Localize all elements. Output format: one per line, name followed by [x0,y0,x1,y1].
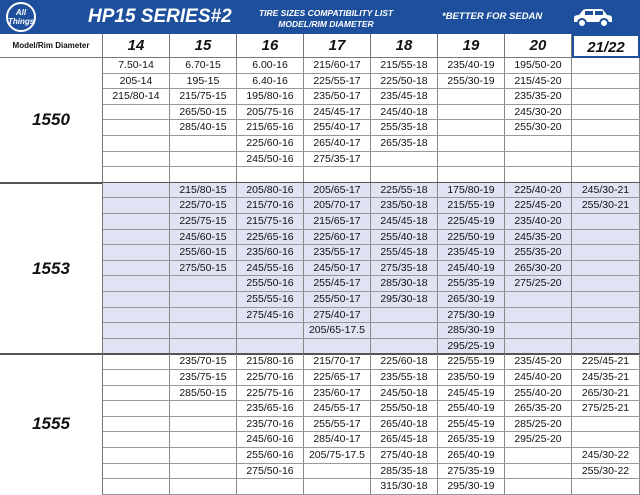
tire-size-cell [371,323,438,339]
tire-size-cell [237,479,304,495]
tire-size-cell [572,417,640,433]
tire-size-cell: 295/25-20 [505,432,572,448]
car-icon [570,6,616,30]
column-header-rim: 20 [505,34,572,58]
tire-size-cell [103,339,170,355]
tire-size-cell: 6.00-16 [237,58,304,74]
tire-size-cell: 225/50-18 [371,74,438,90]
tire-size-cell: 245/35-21 [572,370,640,386]
tire-size-cell: 225/45-21 [572,354,640,370]
tire-size-cell: 225/70-15 [170,198,237,214]
tire-size-cell [103,105,170,121]
tire-size-cell: 265/35-19 [438,432,505,448]
tire-size-cell: 245/30-21 [572,183,640,199]
tire-size-cell: 225/70-16 [237,370,304,386]
tire-size-cell: 255/35-20 [505,245,572,261]
model-group [0,183,640,355]
tire-size-cell: 265/40-19 [438,448,505,464]
tire-size-cell: 225/75-15 [170,214,237,230]
tire-size-cell [505,292,572,308]
column-header-model: Model/Rim Diameter [0,34,103,58]
tire-size-cell: 285/30-18 [371,276,438,292]
tire-size-cell [371,167,438,183]
tire-size-cell [103,292,170,308]
tire-size-cell: 225/40-20 [505,183,572,199]
tire-size-cell: 255/60-15 [170,245,237,261]
tire-size-cell: 275/35-18 [371,261,438,277]
tire-size-cell [103,323,170,339]
tire-size-cell: 255/35-19 [438,276,505,292]
tire-size-cell [103,386,170,402]
tire-size-cell [572,339,640,355]
tire-size-cell: 255/50-16 [237,276,304,292]
tire-size-cell [103,370,170,386]
tire-size-cell [170,292,237,308]
tire-size-cell: 275/25-21 [572,401,640,417]
tire-size-cell: 255/30-19 [438,74,505,90]
tire-size-cell: 265/50-15 [170,105,237,121]
tire-size-cell [572,120,640,136]
tire-size-cell [371,339,438,355]
tire-size-cell [103,354,170,370]
tire-size-cell [572,308,640,324]
tire-size-cell [505,323,572,339]
column-header-rim: 19 [438,34,505,58]
tire-size-cell: 225/45-19 [438,214,505,230]
tire-size-cell [304,464,371,480]
tire-size-cell [505,339,572,355]
tire-size-cell [170,276,237,292]
tire-size-cell [103,276,170,292]
tire-size-cell: 225/55-19 [438,354,505,370]
tire-size-cell: 265/30-21 [572,386,640,402]
tire-size-cell [572,136,640,152]
tire-size-cell [572,105,640,121]
tire-size-cell: 275/35-19 [438,464,505,480]
tire-size-cell: 225/45-20 [505,198,572,214]
tire-size-cell: 205/80-16 [237,183,304,199]
tire-size-cell: 265/40-18 [371,417,438,433]
tire-size-cell: 195/80-16 [237,89,304,105]
tire-size-cell [170,448,237,464]
tire-size-cell [371,308,438,324]
tire-size-cell: 255/45-19 [438,417,505,433]
tire-size-cell: 295/30-18 [371,292,438,308]
tire-size-cell: 225/75-16 [237,386,304,402]
tire-size-cell [103,214,170,230]
tire-size-cell: 315/30-18 [371,479,438,495]
tire-size-cell: 235/45-18 [371,89,438,105]
tire-size-cell: 7.50-14 [103,58,170,74]
column-header-rim: 16 [237,34,304,58]
tire-size-cell [438,120,505,136]
tire-size-cell [304,167,371,183]
tire-size-cell [572,245,640,261]
model-group [0,58,640,183]
tire-size-cell [572,230,640,246]
tire-size-cell: 255/40-18 [371,230,438,246]
tire-size-cell: 255/45-18 [371,245,438,261]
tire-size-cell [438,89,505,105]
tire-size-cell [505,479,572,495]
tire-size-cell: 275/50-15 [170,261,237,277]
tire-size-cell [505,448,572,464]
tire-size-cell [572,432,640,448]
tire-size-cell: 255/50-17 [304,292,371,308]
tire-size-cell: 215/80-15 [170,183,237,199]
tire-size-cell: 275/50-16 [237,464,304,480]
tire-size-cell [103,448,170,464]
tire-size-cell: 255/30-20 [505,120,572,136]
tire-size-cell: 255/30-22 [572,464,640,480]
tire-size-cell: 6.40-16 [237,74,304,90]
tire-size-cell [505,464,572,480]
tire-size-cell [572,261,640,277]
tire-size-cell: 255/40-19 [438,401,505,417]
tire-size-cell: 235/65-16 [237,401,304,417]
tire-size-cell [572,292,640,308]
tire-size-cell [438,136,505,152]
tire-size-cell: 245/55-16 [237,261,304,277]
tire-size-cell [304,339,371,355]
tire-size-cell: 195-15 [170,74,237,90]
tire-size-cell: 255/40-17 [304,120,371,136]
tire-size-cell [103,479,170,495]
tire-size-cell [572,323,640,339]
tire-size-cell [572,89,640,105]
tire-size-cell [103,152,170,168]
header-bar [0,0,640,34]
tire-size-cell [103,245,170,261]
tire-size-cell: 255/40-20 [505,386,572,402]
tire-size-cell: 245/55-17 [304,401,371,417]
tire-size-cell [572,58,640,74]
series-title: HP15 SERIES#2 [88,6,232,27]
tire-size-cell: 215/55-19 [438,198,505,214]
model-group [0,354,640,494]
tire-size-cell [103,401,170,417]
tire-size-cell [572,74,640,90]
tire-size-cell: 265/30-19 [438,292,505,308]
tire-size-cell [170,308,237,324]
tire-size-cell [505,167,572,183]
tire-size-cell: 245/45-18 [371,214,438,230]
tire-size-cell [237,323,304,339]
tire-size-cell: 245/40-20 [505,370,572,386]
tire-size-cell: 275/25-20 [505,276,572,292]
model-label: 1550 [0,58,103,183]
tire-size-cell [103,167,170,183]
tire-size-cell: 215/70-17 [304,354,371,370]
tire-size-cell: 225/60-17 [304,230,371,246]
tire-size-cell: 285/40-15 [170,120,237,136]
tire-size-cell [505,136,572,152]
tire-size-cell: 215/55-18 [371,58,438,74]
tire-size-cell [572,152,640,168]
tire-size-cell: 175/80-19 [438,183,505,199]
brand-logo: All Things [6,2,36,32]
tire-size-cell: 215/60-17 [304,58,371,74]
tire-size-cell [170,432,237,448]
tire-size-cell: 215/80-16 [237,354,304,370]
tire-size-cell: 205/75-17.5 [304,448,371,464]
tire-size-cell [505,308,572,324]
tire-size-cell: 285/30-19 [438,323,505,339]
tire-size-cell: 215/75-16 [237,214,304,230]
tire-size-cell: 285/50-15 [170,386,237,402]
tire-size-cell: 245/30-22 [572,448,640,464]
column-header-rim: 17 [304,34,371,58]
tire-size-cell: 235/60-17 [304,386,371,402]
tire-size-cell: 245/45-17 [304,105,371,121]
tire-size-cell: 225/55-17 [304,74,371,90]
tire-size-cell [304,479,371,495]
tire-size-cell: 255/35-18 [371,120,438,136]
tire-size-cell: 235/75-15 [170,370,237,386]
tire-size-cell: 225/65-16 [237,230,304,246]
tire-size-cell: 225/60-18 [371,354,438,370]
tire-size-cell: 245/50-18 [371,386,438,402]
tire-size-cell: 235/50-18 [371,198,438,214]
tire-size-cell: 215/75-15 [170,89,237,105]
tire-size-cell: 245/35-20 [505,230,572,246]
tire-size-cell [103,183,170,199]
tire-size-cell [371,152,438,168]
tire-size-cell: 205/65-17 [304,183,371,199]
tire-size-cell: 215/70-16 [237,198,304,214]
tire-size-cell: 225/65-17 [304,370,371,386]
tire-size-cell: 245/40-18 [371,105,438,121]
tire-size-cell: 205/70-17 [304,198,371,214]
tire-size-cell [103,261,170,277]
tire-size-cell: 255/50-18 [371,401,438,417]
tire-size-cell: 235/40-19 [438,58,505,74]
tire-size-cell: 215/45-20 [505,74,572,90]
model-label: 1555 [0,354,103,494]
list-subtitle: MODEL/RIM DIAMETER [278,19,374,29]
tire-size-cell [170,323,237,339]
tire-size-cell [572,167,640,183]
tire-size-cell [170,479,237,495]
tire-size-cell [438,167,505,183]
tire-size-cell [103,417,170,433]
column-header-rim: 21/22 [572,34,640,58]
tire-size-cell: 205/65-17.5 [304,323,371,339]
tire-size-cell: 245/30-20 [505,105,572,121]
tire-size-cell [170,136,237,152]
column-header-rim: 18 [371,34,438,58]
tire-size-cell: 255/55-16 [237,292,304,308]
tire-size-cell: 245/45-19 [438,386,505,402]
tire-size-cell: 235/40-20 [505,214,572,230]
column-header-row [0,34,640,58]
tire-size-cell [572,214,640,230]
column-header-rim: 14 [103,34,170,58]
tire-size-cell: 225/50-19 [438,230,505,246]
tire-size-cell: 245/60-16 [237,432,304,448]
tire-size-cell: 295/25-19 [438,339,505,355]
tire-size-cell: 255/60-16 [237,448,304,464]
tire-size-cell [237,339,304,355]
tire-size-cell: 245/40-19 [438,261,505,277]
tire-size-cell: 275/45-16 [237,308,304,324]
tire-size-cell [103,198,170,214]
tire-size-cell [170,152,237,168]
tire-size-cell: 235/45-20 [505,354,572,370]
tire-size-cell [505,152,572,168]
tire-size-cell: 225/60-16 [237,136,304,152]
tire-size-cell: 255/30-21 [572,198,640,214]
tire-size-cell: 235/50-17 [304,89,371,105]
tire-size-cell [572,479,640,495]
tire-size-cell: 235/55-18 [371,370,438,386]
tire-size-cell: 235/70-15 [170,354,237,370]
tire-size-cell: 245/60-15 [170,230,237,246]
tire-size-cell: 235/50-19 [438,370,505,386]
tire-size-cell: 255/55-17 [304,417,371,433]
tire-size-cell [103,120,170,136]
tire-size-cell [438,105,505,121]
tire-size-cell: 235/60-16 [237,245,304,261]
tire-size-cell: 295/30-19 [438,479,505,495]
tire-size-cell: 205-14 [103,74,170,90]
tire-size-cell [237,167,304,183]
tire-size-cell [103,136,170,152]
compatibility-table [0,34,640,493]
tire-size-cell [572,276,640,292]
tire-size-cell: 285/35-18 [371,464,438,480]
tire-size-cell [170,464,237,480]
tire-size-cell: 245/50-16 [237,152,304,168]
model-label: 1553 [0,183,103,355]
tire-size-cell: 265/35-20 [505,401,572,417]
tire-size-cell [103,308,170,324]
tire-size-cell: 215/80-14 [103,89,170,105]
tire-size-cell [438,152,505,168]
sedan-note: *BETTER FOR SEDAN [442,11,543,22]
tire-size-cell: 275/30-19 [438,308,505,324]
tire-size-cell: 265/35-18 [371,136,438,152]
tire-size-cell: 6.70-15 [170,58,237,74]
tire-size-cell: 275/40-17 [304,308,371,324]
tire-size-cell: 235/55-17 [304,245,371,261]
tire-size-cell: 285/40-17 [304,432,371,448]
tire-size-cell [170,167,237,183]
tire-size-cell [103,230,170,246]
tire-size-cell [103,464,170,480]
tire-size-cell: 215/65-16 [237,120,304,136]
tire-size-cell: 265/45-18 [371,432,438,448]
tire-size-cell: 225/55-18 [371,183,438,199]
tire-size-cell: 235/35-20 [505,89,572,105]
tire-size-cell [103,432,170,448]
tire-size-cell: 205/75-16 [237,105,304,121]
list-title: TIRE SIZES COMPATIBILITY LIST [258,8,394,18]
tire-size-cell: 265/40-17 [304,136,371,152]
column-header-rim: 15 [170,34,237,58]
tire-size-cell: 255/45-17 [304,276,371,292]
tire-size-cell: 245/50-17 [304,261,371,277]
tire-size-cell [170,401,237,417]
tire-size-cell [170,339,237,355]
tire-size-cell: 195/50-20 [505,58,572,74]
tire-size-cell [170,417,237,433]
tire-size-cell: 235/70-16 [237,417,304,433]
tire-size-cell: 275/40-18 [371,448,438,464]
tire-size-cell: 215/65-17 [304,214,371,230]
tire-size-cell: 275/35-17 [304,152,371,168]
tire-size-cell: 285/25-20 [505,417,572,433]
tire-size-cell: 265/30-20 [505,261,572,277]
tire-size-cell: 235/45-19 [438,245,505,261]
